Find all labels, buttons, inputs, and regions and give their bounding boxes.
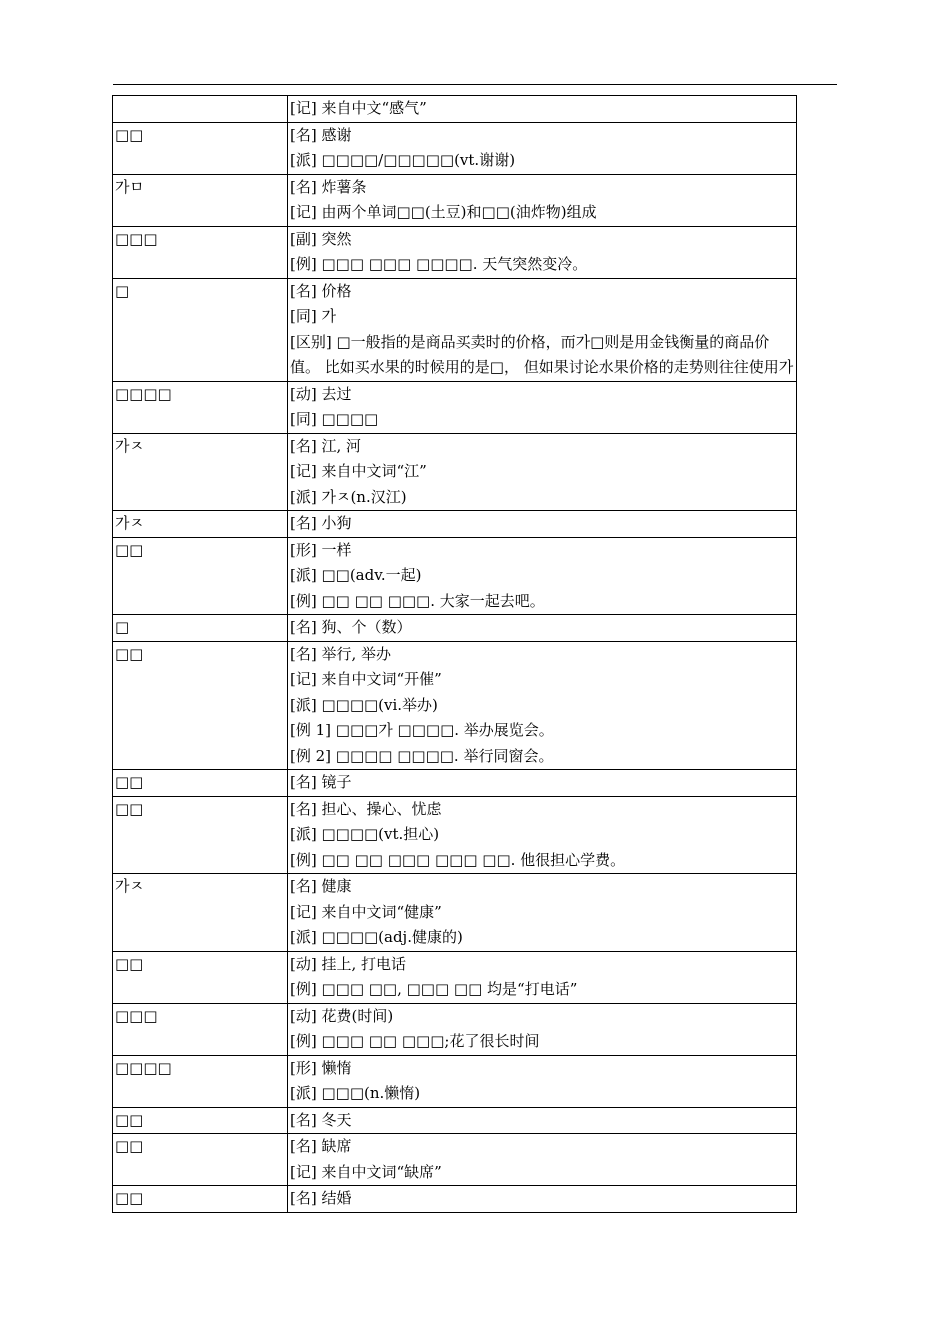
word-cell: □□	[113, 641, 288, 770]
table-row	[113, 615, 797, 642]
definition-line: [记] 来自中文词“缺席”	[290, 1162, 442, 1181]
word-cell: □□	[113, 1134, 288, 1186]
definition-line: [名] 举行, 举办	[290, 644, 392, 663]
definition-cell	[288, 511, 797, 538]
table-row	[113, 122, 797, 174]
definition-cell	[288, 1186, 797, 1213]
word-cell: □□	[113, 1107, 288, 1134]
definition-line: [派] 가ㅈ(n.汉江)	[290, 487, 407, 506]
definition-cell	[288, 226, 797, 278]
word-cell: □□	[113, 1186, 288, 1213]
word-cell: 가ㅈ	[113, 874, 288, 952]
table-row	[113, 278, 797, 381]
word-cell: □□	[113, 537, 288, 615]
definition-line: [记] 由两个单词□□(土豆)和□□(油炸物)组成	[290, 203, 597, 221]
table-row	[113, 641, 797, 770]
table-row	[113, 433, 797, 511]
definition-line: [同] □□□□	[290, 410, 379, 428]
word-cell: □□□□	[113, 1055, 288, 1107]
word-cell: □	[113, 278, 288, 381]
definition-line: [形] 懒惰	[290, 1058, 352, 1077]
definition-line: [名] 镜子	[290, 773, 352, 791]
table-row	[113, 1003, 797, 1055]
definition-line: [名] 冬天	[290, 1110, 352, 1129]
header-rule	[113, 84, 837, 85]
definition-cell	[288, 615, 797, 642]
definition-line: [名] 江, 河	[290, 436, 362, 455]
definition-line: [例 1] □□□가 □□□□. 举办展览会。	[290, 721, 554, 739]
definition-line: [记] 来自中文词“江”	[290, 462, 427, 480]
definition-cell	[288, 951, 797, 1003]
definition-line: [名] 狗、个（数）	[290, 618, 412, 636]
word-cell: □□	[113, 770, 288, 797]
definition-line: [例] □□□ □□□ □□□□. 天气突然变冷。	[290, 255, 588, 273]
definition-cell	[288, 874, 797, 952]
table-row	[113, 1186, 797, 1213]
definition-line: [副] 突然	[290, 229, 352, 248]
definition-line: [派] □□□(n.懒惰)	[290, 1084, 421, 1102]
definition-line: [区别] □一般指的是商品买卖时的价格，而가□则是用金钱衡量的商品价值。 比如买水果的时候用的是□， 但如果讨论水果价格的走势则往往使用가	[290, 332, 794, 376]
word-cell: □□□	[113, 1003, 288, 1055]
definition-cell	[288, 381, 797, 433]
definition-line: [派] □□□□(adj.健康的)	[290, 928, 463, 946]
definition-line: [记] 来自中文“感气”	[290, 99, 427, 117]
definition-cell	[288, 796, 797, 874]
definition-cell	[288, 641, 797, 770]
table-row	[113, 174, 797, 226]
table-row	[113, 381, 797, 433]
definition-line: [记] 来自中文词“健康”	[290, 902, 442, 921]
word-cell: 가ㅈ	[113, 433, 288, 511]
definition-line: [例 2] □□□□ □□□□. 举行同窗会。	[290, 746, 554, 765]
definition-line: [动] 去过	[290, 384, 352, 403]
definition-line: [动] 挂上, 打电话	[290, 954, 407, 973]
table-row	[113, 96, 797, 123]
word-cell	[113, 96, 288, 123]
definition-cell	[288, 433, 797, 511]
definition-cell	[288, 278, 797, 381]
word-cell: □□	[113, 122, 288, 174]
definition-cell	[288, 537, 797, 615]
definition-line: [名] 感谢	[290, 125, 352, 144]
definition-line: [形] 一样	[290, 540, 352, 559]
definition-cell	[288, 122, 797, 174]
table-row	[113, 770, 797, 797]
vocabulary-table	[112, 95, 797, 1213]
word-cell: □	[113, 615, 288, 642]
definition-line: [名] 小狗	[290, 514, 352, 532]
definition-line: [例] □□ □□ □□□ □□□ □□. 他很担心学费。	[290, 850, 626, 869]
definition-line: [名] 结婚	[290, 1189, 352, 1207]
word-cell: 가ㅈ	[113, 511, 288, 538]
table-row	[113, 511, 797, 538]
table-row	[113, 796, 797, 874]
word-cell: □□	[113, 951, 288, 1003]
definition-line: [派] □□□□(vt.担心)	[290, 825, 440, 843]
word-cell: 가ㅁ	[113, 174, 288, 226]
definition-line: [名] 炸薯条	[290, 177, 367, 196]
definition-line: [名] 价格	[290, 281, 352, 300]
definition-line: [例] □□□ □□ □□□;花了很长时间	[290, 1032, 540, 1050]
table-row	[113, 537, 797, 615]
definition-cell	[288, 1055, 797, 1107]
definition-line: [名] 缺席	[290, 1137, 352, 1155]
definition-line: [名] 担心、操心、忧虑	[290, 799, 442, 818]
definition-cell	[288, 174, 797, 226]
definition-cell	[288, 1107, 797, 1134]
table-row	[113, 1055, 797, 1107]
definition-line: [派] □□(adv.一起)	[290, 566, 422, 584]
definition-cell	[288, 1003, 797, 1055]
table-row	[113, 951, 797, 1003]
table-row	[113, 874, 797, 952]
word-cell: □□□□	[113, 381, 288, 433]
definition-line: [同] 가	[290, 307, 336, 325]
definition-line: [例] □□□ □□, □□□ □□ 均是“打电话”	[290, 980, 578, 998]
definition-line: [派] □□□□(vi.举办)	[290, 695, 438, 714]
definition-line: [名] 健康	[290, 877, 352, 895]
word-cell: □□	[113, 796, 288, 874]
table-row	[113, 226, 797, 278]
vocabulary-table-body	[113, 96, 797, 1213]
definition-cell	[288, 96, 797, 123]
table-row	[113, 1134, 797, 1186]
definition-cell	[288, 770, 797, 797]
definition-line: [记] 来自中文词“开催”	[290, 670, 442, 688]
definition-line: [动] 花费(时间)	[290, 1006, 394, 1025]
definition-line: [派] □□□□/□□□□□(vt.谢谢)	[290, 151, 516, 169]
definition-line: [例] □□ □□ □□□. 大家一起去吧。	[290, 591, 545, 610]
table-row	[113, 1107, 797, 1134]
definition-cell	[288, 1134, 797, 1186]
word-cell: □□□	[113, 226, 288, 278]
